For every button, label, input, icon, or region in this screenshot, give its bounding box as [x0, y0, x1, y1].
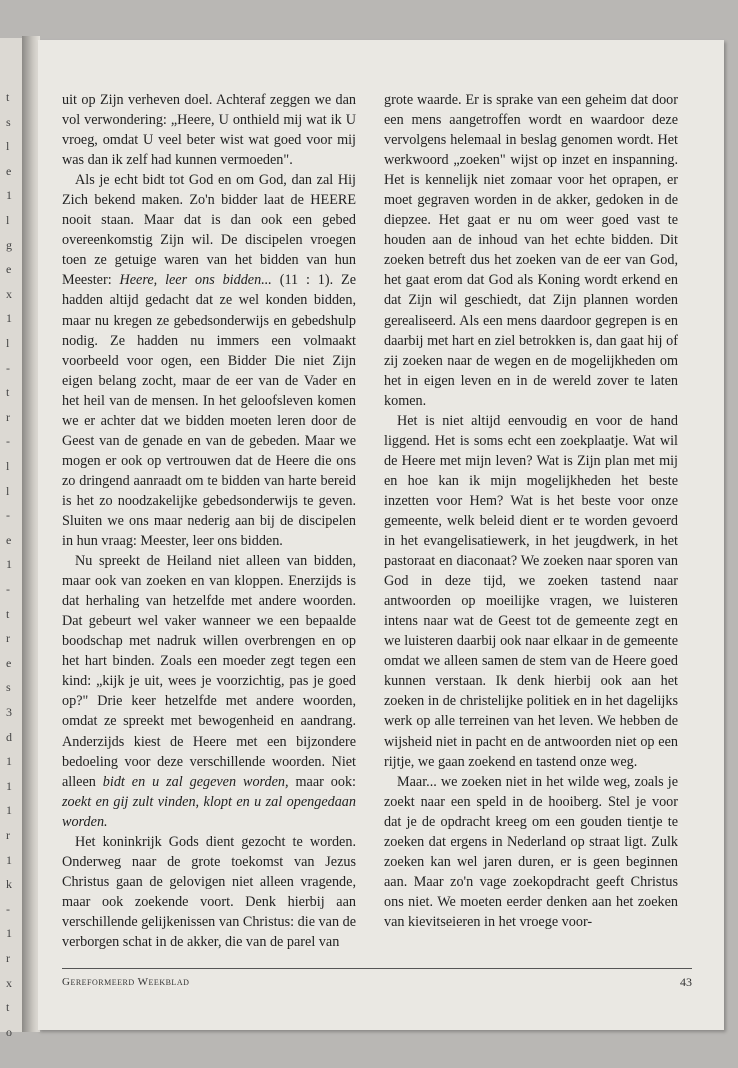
prev-page-fragment: k: [6, 877, 12, 892]
prev-page-fragment: -: [6, 508, 10, 523]
prev-page-fragment: 1: [6, 852, 12, 867]
page-number: 43: [680, 975, 692, 989]
paragraph: Het is niet altijd eenvoudig en voor de hand liggend. Het is soms echt een zoekplaatje. Wat wil de Heere met mijn leven? Wat is Zijn plan met mij en hoe kan ik mijn mogelijkheden het beste inzetten voor Hem? Wat is het beste voor onze gemeente, welk beleid dient er te worden gevoerd in het evangelisatiewerk, in het jeugdwerk, in het pastoraat en diaconaat? We zoeken naar sporen van God in deze tijd, we zoeken tastend naar antwoorden op moeilijke vragen, we luisteren intens naar wat de Geest tot de gemeente zegt en we luisteren daarbij ook naar elkaar in de gemeente omdat we alleen samen de stem van de Heere goed kunnen verstaan. Ik denk hierbij ook aan het zoeken in de christelijke politiek en in het dagelijks werk op alle terreinen van het leven. We hebben de wijsheid niet in pacht en de antwoorden niet op een rijtje, we gaan zoekend en tastend onze weg.: [384, 412, 678, 770]
prev-page-fragment: e: [6, 163, 12, 178]
prev-page-fragment: t: [6, 1000, 10, 1015]
left-column: [62, 90, 356, 952]
prev-page-fragment: g: [6, 237, 12, 252]
prev-page-fragment: l: [6, 336, 10, 350]
prev-page-fragment: l: [6, 459, 10, 473]
prev-page-fragment: s: [6, 114, 11, 129]
publication-name: Gereformeerd Weekblad: [62, 976, 190, 988]
prev-page-fragment: l: [6, 139, 10, 154]
prev-page-fragment: t: [6, 606, 10, 621]
prev-page-fragment: -: [6, 582, 10, 596]
magazine-page: [38, 40, 724, 1030]
prev-page-fragment: 1: [6, 557, 12, 572]
prev-page-fragment: t: [6, 385, 10, 400]
prev-page-fragment: r: [6, 951, 10, 965]
paragraph: Het koninkrijk Gods dient gezocht te worden. Onderweg naar de grote toekomst van Jezus Christus gaan de gelovigen niet alleen vragende, maar ook zoekende voort. Denk hierbij aan verschillende gelijkenissen van Christus: die van de verborgen schat in de akker, die van de parel van: [62, 833, 356, 950]
prev-page-fragment: 1: [6, 311, 12, 326]
quote: bidt en u zal gegeven worden,: [102, 773, 289, 790]
prev-page-fragment: o: [6, 1024, 12, 1039]
quote: zoekt en gij zult vinden, klopt en u zal opengedaan worden.: [62, 793, 356, 830]
prev-page-fragment: 1: [6, 778, 12, 793]
prev-page-fragment: l: [6, 213, 10, 227]
prev-page-fragment: x: [6, 975, 12, 990]
prev-page-fragment: s: [6, 680, 11, 695]
prev-page-fragment: -: [6, 434, 10, 449]
prev-page-fragment: e: [6, 262, 12, 277]
prev-page-fragment: e: [6, 655, 12, 670]
prev-page-fragment: t: [6, 90, 10, 104]
paragraph: Maar... we zoeken niet in het wilde weg, zoals je zoekt naar een speld in de hooiberg. Stel je voor dat je de opdracht kreeg om een gouden tientje te zoeken dat ergens in Nederland op straat ligt. Zulk zoeken kan wel jaren duren, er is geen beginnen aan. Maar zo'n vage zoekopdracht geeft Christus ons niet. We moeten eerder denken aan het zoeken van kievitseieren in het vroege voor-: [384, 773, 678, 930]
prev-page-fragment: 1: [6, 926, 12, 941]
prev-page-fragment: r: [6, 631, 10, 646]
prev-page-fragment: l: [6, 483, 10, 498]
prev-page-fragment: 3: [6, 705, 12, 719]
paragraph: Als je echt bidt tot God en om God, dan zal Hij Zich bekend maken. Zo'n bidder laat de HEERE nooit staan. Maar dat is dan ook een gebed overeenkomstig Zijn wil. De discipelen vroegen toen ze getuige waren van het bidden van hun Meester: Heere, leer ons bidden... (11 : 1). Ze hadden altijd gedacht dat ze wel konden bidden, maar nu kregen ze gebedsonderwijs en gebedshulp nodig. Ze hadden nu immers een volmaakt voorbeeld voor ogen, een Bidder Die niet Zijn eigen belang zocht, maar de eer van de Vader en het heil van de mensen. In het geloofsleven komen we er achter dat we bidden moeten leren door de Geest van de genade en van de gebeden. Maar we mogen er ook op vertrouwen dat de Heere die ons zo dringend aanraadt om te bidden van harte bereid is het zo noodzakelijke gebedsonderwijs te geven. Sluiten we ons maar nederig aan bij de discipelen in hun vraag: Meester, leer ons bidden.: [62, 172, 356, 550]
paragraph: Nu spreekt de Heiland niet alleen van bidden, maar ook van zoeken en van kloppen. Enerzijds is dat herhaling van hetzelfde met andere woorden. Dat gebeurt wel vaker wanneer we een bepaalde boodschap met nadruk willen overbrengen en op het hart binden. Zoals een moeder zegt tegen een kind: „kijk je uit, wees je voorzichtig, pas je goed op?" Drie keer hetzelfde met andere woorden, omdat ze spreekt met bewogenheid en aandrang. Anderzijds kiest de Heere met een bijzondere bedoeling voor deze verschillende woorden. Niet alleen bidt en u zal gegeven worden, maar ook: zoekt en gij zult vinden, klopt en u zal opengedaan worden.: [62, 553, 356, 830]
prev-page-fragment: x: [6, 286, 12, 301]
quote: Heere, leer ons bidden...: [119, 272, 272, 289]
prev-page-fragment: e: [6, 532, 12, 547]
prev-page-fragment: r: [6, 828, 10, 842]
right-column: [384, 90, 678, 932]
prev-page-fragment: -: [6, 901, 10, 916]
prev-page-fragment: d: [6, 729, 12, 744]
prev-page-fragment: 1: [6, 188, 12, 203]
prev-page-fragment: r: [6, 409, 10, 424]
paragraph: uit op Zijn verheven doel. Achteraf zeggen we dan vol verwondering: „Heere, U onthield mij wat ik U vroeg, omdat U veel beter wist wat goed voor mij was dan ik zelf had kunnen vermoeden".: [62, 92, 356, 169]
footer-rule: [62, 968, 692, 969]
prev-page-fragment: 1: [6, 754, 12, 769]
prev-page-fragment: 1: [6, 803, 12, 818]
prev-page-fragment: -: [6, 360, 10, 375]
previous-page-edge: [0, 38, 22, 1039]
paragraph: grote waarde. Er is sprake van een geheim dat door een mens aangetroffen wordt en waardoor deze vervolgens helemaal in beslag genomen wordt. Het werkwoord „zoeken" wijst op inzet en inspanning. Het is kennelijk niet zomaar voor het oprapen, er moet gegraven worden in de akker, gedoken in de diepzee. Het gaat er nu om weer goed vast te houden aan de inhoud van het echte bidden. Dit zoeken betreft dus het zoeken van de eer van God, het gaat erom dat God als Koning wordt erkend en dat Zijn wil geschiedt, dat Zijn plannen worden gerealiseerd. Als een mens daardoor gegrepen is en daarbij met hart en ziel betrokken is, dan gaat hij of zij zoeken naar de wegen en de mogelijkheden om het in eigen leven en in de wereld zover te laten komen.: [384, 92, 678, 409]
